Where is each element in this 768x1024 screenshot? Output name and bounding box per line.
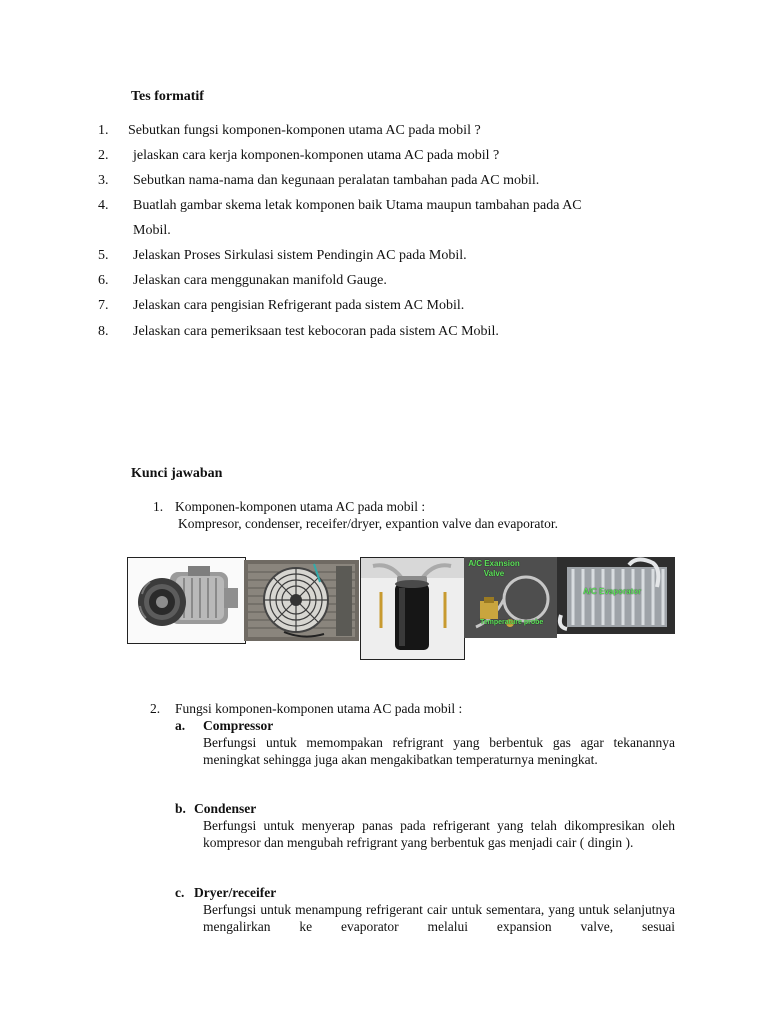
item-letter: a.	[175, 718, 186, 733]
question-number: 1.	[98, 123, 109, 138]
question-number: 6.	[98, 273, 109, 288]
question-number: 4.	[98, 198, 109, 213]
item-title: Compressor	[203, 718, 274, 733]
answer-1-number: 1.	[153, 499, 164, 514]
quiz-title: Tes formatif	[131, 89, 204, 104]
receiver-dryer-image	[360, 557, 465, 660]
item-title: Dryer/receifer	[194, 885, 277, 900]
answers-title: Kunci jawaban	[131, 466, 223, 481]
question-number: 7.	[98, 298, 109, 313]
item-letter: b.	[175, 801, 186, 816]
evaporator-image	[557, 557, 675, 634]
question-text: Jelaskan cara pemeriksaan test kebocoran pada sistem AC Mobil.	[133, 324, 499, 339]
answer-2-number: 2.	[150, 701, 161, 716]
question-text-line2: Mobil.	[133, 223, 171, 238]
question-number: 5.	[98, 248, 109, 263]
question-text: Sebutkan fungsi komponen-komponen utama AC pada mobil ?	[128, 123, 481, 138]
question-text: Jelaskan Proses Sirkulasi sistem Pendingin AC pada Mobil.	[133, 248, 467, 263]
question-number: 2.	[98, 148, 109, 163]
question-text: jelaskan cara kerja komponen-komponen utama AC pada mobil ?	[133, 148, 500, 163]
item-title: Condenser	[194, 801, 257, 816]
expansion-valve-label-1: A/C Exansion	[468, 559, 520, 568]
question-text: Jelaskan cara menggunakan manifold Gauge.	[133, 273, 387, 288]
compressor-image	[127, 557, 246, 644]
temperature-probe-label: Temperature probe	[480, 619, 544, 626]
item-letter: c.	[175, 885, 185, 900]
item-body: Berfungsi untuk memompakan refrigrant yang berbentuk gas agar tekanannya meningkat sehingga juga akan mengakibatkan temperaturnya meningkat.	[203, 735, 675, 767]
expansion-valve-image	[464, 557, 557, 638]
evaporator-label: A/C Evaporator	[583, 587, 642, 596]
item-body: Berfungsi untuk menampung refrigerant cair untuk sementara, yang untuk selanjutnya mengalirkan ke evaporator melalui expansion valve, sesuai	[203, 902, 675, 934]
question-text: Buatlah gambar skema letak komponen baik Utama maupun tambahan pada AC	[133, 198, 582, 213]
expansion-valve-label-2: Valve	[483, 569, 505, 578]
question-text: Sebutkan nama-nama dan kegunaan peralatan tambahan pada AC mobil.	[133, 173, 540, 188]
answer-1-detail: Kompresor, condenser, receifer/dryer, expantion valve dan evaporator.	[178, 516, 558, 531]
answer-2-text: Fungsi komponen-komponen utama AC pada mobil :	[175, 701, 463, 716]
condenser-image	[244, 560, 359, 641]
question-text: Jelaskan cara pengisian Refrigerant pada sistem AC Mobil.	[133, 298, 465, 313]
question-number: 3.	[98, 173, 109, 188]
answer-1-text: Komponen-komponen utama AC pada mobil :	[175, 499, 426, 514]
question-number: 8.	[98, 324, 109, 339]
item-body: Berfungsi untuk menyerap panas pada refrigerant yang telah dikompresikan oleh kompresor dan mengubah refrigrant yang berbentuk gas menjadi cair ( dingin ).	[203, 818, 675, 850]
